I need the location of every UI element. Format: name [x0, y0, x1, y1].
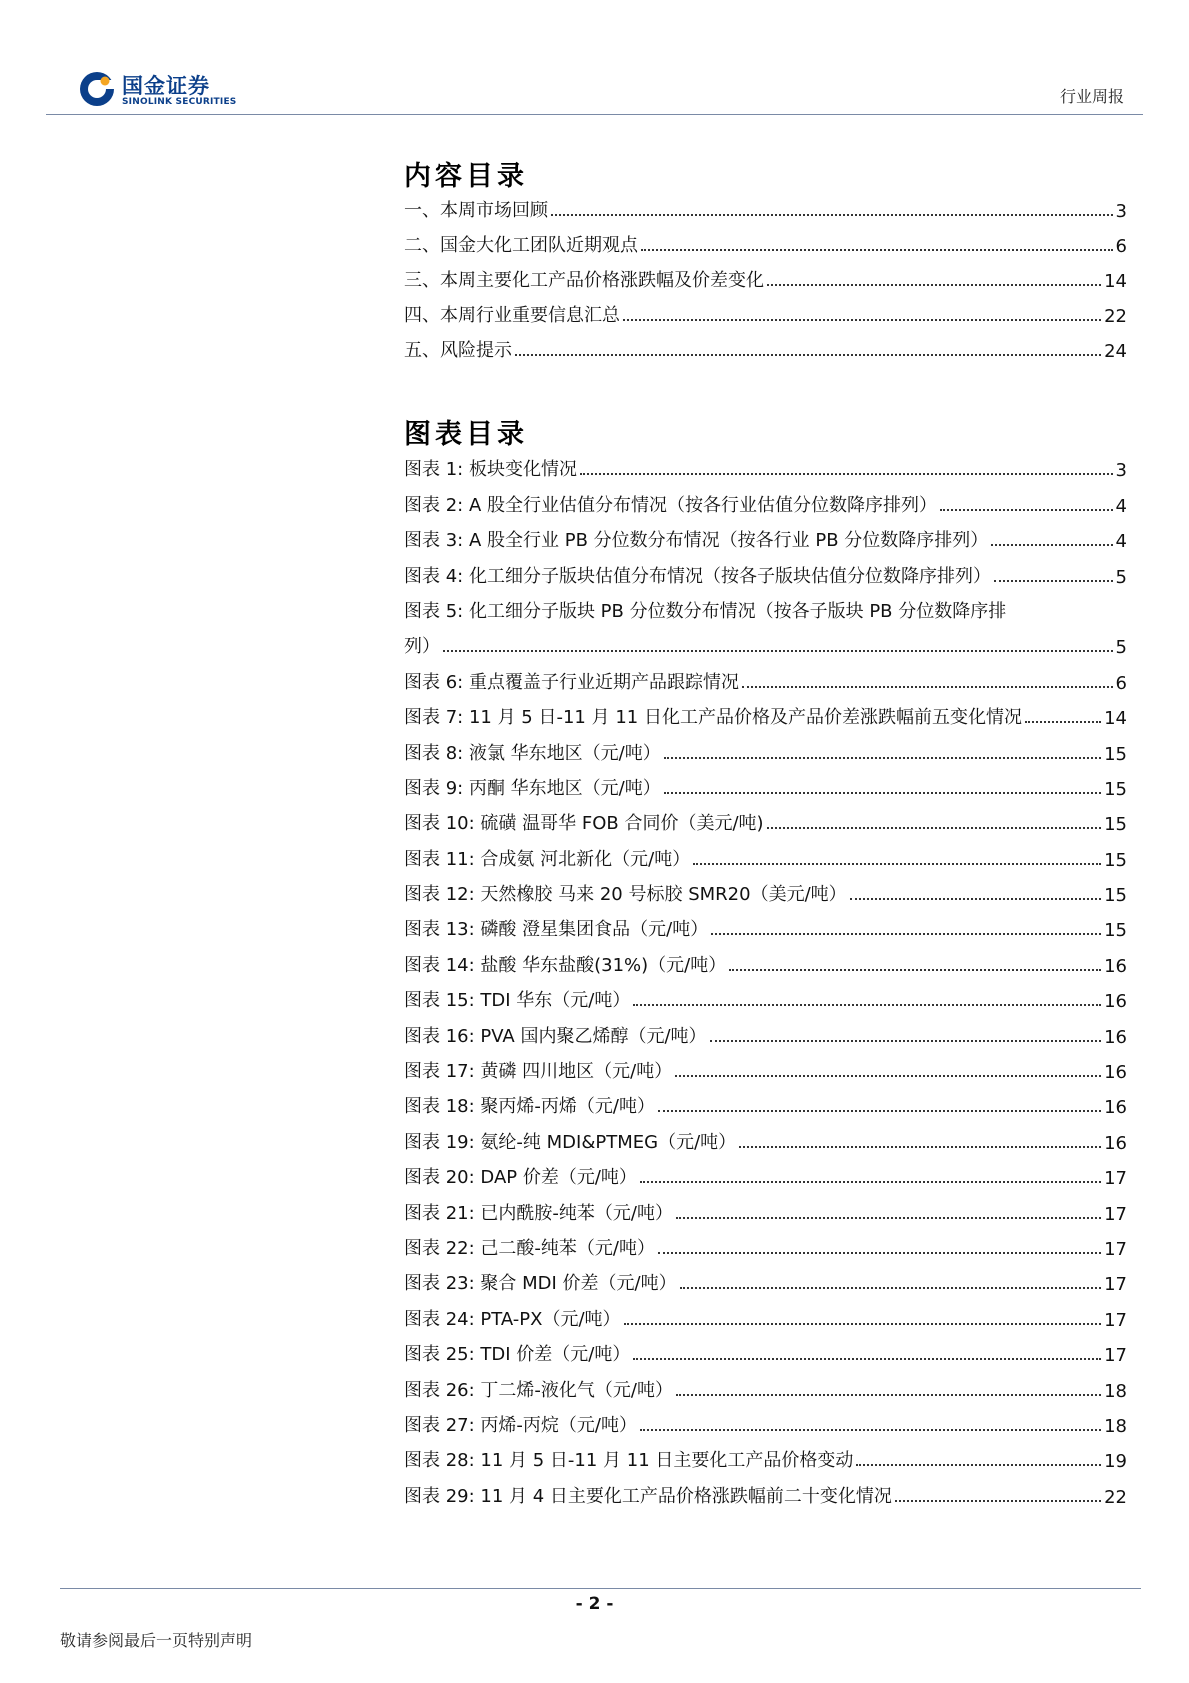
disclaimer-note: 敬请参阅最后一页特别声明	[60, 1631, 253, 1650]
figure-entry-page: 18	[1104, 1415, 1127, 1437]
figure-entry[interactable]	[404, 941, 1127, 976]
figure-entry-label: 图表 26: 丁二烯-液化气（元/吨）	[404, 1379, 673, 1401]
figure-entry-label: 图表 10: 硫磺 温哥华 FOB 合同价（美元/吨)	[404, 813, 764, 835]
leader-dots	[633, 1004, 1101, 1006]
leader-dots	[895, 1500, 1101, 1502]
figure-entry-label: 图表 13: 磷酸 澄星集团食品（元/吨）	[404, 919, 709, 941]
leader-dots	[443, 650, 1113, 652]
figures-title: 图表目录	[404, 419, 528, 450]
header-divider	[46, 114, 1143, 115]
figure-entry-page: 6	[1115, 672, 1127, 694]
figure-entry[interactable]	[404, 658, 1127, 693]
figure-entry-page: 5	[1115, 637, 1127, 659]
figure-entry-page: 5	[1115, 566, 1127, 588]
leader-dots	[767, 827, 1102, 829]
leader-dots	[994, 580, 1113, 582]
sinolink-logo-icon	[78, 70, 116, 108]
leader-dots	[676, 1394, 1101, 1396]
figure-entry[interactable]	[404, 871, 1127, 906]
leader-dots	[680, 1287, 1101, 1289]
toc-entry-page: 22	[1104, 306, 1127, 327]
figure-entry-label: 图表 20: DAP 价差（元/吨）	[404, 1167, 637, 1189]
leader-dots	[640, 1181, 1101, 1183]
figure-entry-page: 15	[1104, 849, 1127, 871]
figure-entry-page: 3	[1115, 460, 1127, 482]
figure-entry-label: 图表 12: 天然橡胶 马来 20 号标胶 SMR20（美元/吨）	[404, 884, 847, 906]
figure-entry-label: 图表 18: 聚丙烯-丙烯（元/吨）	[404, 1096, 655, 1118]
brand-logo	[78, 70, 248, 112]
brand-name-en: SINOLINK SECURITIES	[122, 97, 237, 107]
figure-entry[interactable]	[404, 517, 1127, 552]
leader-dots	[658, 1110, 1101, 1112]
figure-entry[interactable]	[404, 1366, 1127, 1401]
page-header	[0, 0, 1189, 120]
figure-entry-page: 18	[1104, 1380, 1127, 1402]
figure-entry-page: 15	[1104, 885, 1127, 907]
figure-entry-label: 图表 25: TDI 价差（元/吨）	[404, 1344, 631, 1366]
figure-entry-label: 图表 2: A 股全行业估值分布情况（按各行业估值分位数降序排列）	[404, 494, 937, 516]
leader-dots	[641, 249, 1113, 251]
figure-entry-label: 图表 28: 11 月 5 日-11 月 11 日主要化工产品价格变动	[404, 1450, 854, 1472]
figure-entry-label: 图表 9: 丙酮 华东地区（元/吨）	[404, 777, 661, 799]
leader-dots	[676, 1217, 1101, 1219]
contents-title: 内容目录	[404, 161, 528, 192]
figure-entry[interactable]	[404, 1295, 1127, 1330]
toc-entry-label: 三、本周主要化工产品价格涨跌幅及价差变化	[404, 270, 764, 291]
toc-entry-label: 四、本周行业重要信息汇总	[404, 305, 620, 326]
figure-entry[interactable]	[404, 729, 1127, 764]
leader-dots	[710, 1040, 1102, 1042]
figure-entry-page: 15	[1104, 920, 1127, 942]
figure-entry[interactable]	[404, 1331, 1127, 1366]
figure-entry-page: 17	[1104, 1203, 1127, 1225]
figure-entry-page: 22	[1104, 1486, 1127, 1508]
report-type: 行业周报	[1059, 87, 1124, 106]
figure-entry-label: 图表 3: A 股全行业 PB 分位数分布情况（按各行业 PB 分位数降序排列）	[404, 530, 989, 552]
figure-entry-page: 16	[1104, 1097, 1127, 1119]
leader-dots	[711, 933, 1101, 935]
leader-dots	[675, 1075, 1101, 1077]
figure-entry-page: 17	[1104, 1345, 1127, 1367]
figure-entry-page: 16	[1104, 1026, 1127, 1048]
figure-entry-label: 图表 14: 盐酸 华东盐酸(31%)（元/吨）	[404, 954, 727, 976]
figure-entry-label: 图表 16: PVA 国内聚乙烯醇（元/吨）	[404, 1025, 707, 1047]
figure-entry-line1[interactable]	[404, 588, 1127, 623]
leader-dots	[640, 1429, 1101, 1431]
brand-name-cn: 国金证券	[122, 74, 210, 98]
figure-entry[interactable]	[404, 446, 1127, 481]
figure-entry-page: 17	[1104, 1274, 1127, 1296]
figure-entry[interactable]	[404, 906, 1127, 941]
figure-entry-label: 图表 6: 重点覆盖子行业近期产品跟踪情况	[404, 671, 739, 693]
figure-entry-page: 17	[1104, 1238, 1127, 1260]
leader-dots	[1025, 721, 1101, 723]
figure-entry-page: 16	[1104, 991, 1127, 1013]
leader-dots	[856, 1464, 1101, 1466]
figure-entry[interactable]	[404, 1402, 1127, 1437]
figure-entry-page: 19	[1104, 1451, 1127, 1473]
figure-entry-page: 15	[1104, 814, 1127, 836]
figure-entry[interactable]	[404, 977, 1127, 1012]
leader-dots	[658, 1252, 1101, 1254]
figure-entry[interactable]	[404, 800, 1127, 835]
toc-entry-label: 一、本周市场回顾	[404, 200, 548, 221]
figure-entry-page: 16	[1104, 955, 1127, 977]
figure-entry-label: 图表 21: 已内酰胺-纯苯（元/吨）	[404, 1202, 673, 1224]
page-number: - 2 -	[575, 1594, 614, 1614]
figure-entry-label: 图表 11: 合成氨 河北新化（元/吨）	[404, 848, 691, 870]
figure-entry-label: 图表 23: 聚合 MDI 价差（元/吨）	[404, 1273, 677, 1295]
figure-entry-page: 16	[1104, 1062, 1127, 1084]
toc-entry[interactable]	[404, 222, 1127, 257]
figure-entry[interactable]	[404, 1012, 1127, 1047]
toc-entry-page: 14	[1104, 271, 1127, 292]
toc-entry[interactable]	[404, 327, 1127, 362]
leader-dots	[693, 863, 1101, 865]
figure-entry-label: 图表 15: TDI 华东（元/吨）	[404, 990, 631, 1012]
figure-entry-page: 4	[1115, 495, 1127, 517]
figures-list	[404, 446, 1127, 1508]
figure-entry[interactable]	[404, 481, 1127, 516]
figure-entry[interactable]	[404, 623, 1127, 658]
figure-entry-label: 图表 24: PTA-PX（元/吨）	[404, 1308, 621, 1330]
figure-entry-label: 图表 19: 氨纶-纯 MDI&PTMEG（元/吨）	[404, 1131, 737, 1153]
toc-entry-page: 6	[1115, 236, 1127, 257]
figure-entry[interactable]	[404, 1118, 1127, 1153]
leader-dots	[739, 1146, 1101, 1148]
figure-entry-label: 图表 4: 化工细分子版块估值分布情况（按各子版块估值分位数降序排列）	[404, 565, 991, 587]
leader-dots	[624, 1323, 1102, 1325]
figure-entry-page: 4	[1115, 531, 1127, 553]
figure-entry[interactable]	[404, 765, 1127, 800]
figure-entry[interactable]	[404, 1083, 1127, 1118]
figure-entry-page: 17	[1104, 1309, 1127, 1331]
figure-entry-page: 15	[1104, 778, 1127, 800]
leader-dots	[940, 509, 1113, 511]
figure-entry[interactable]	[404, 1154, 1127, 1189]
figure-entry-label: 图表 29: 11 月 4 日主要化工产品价格涨跌幅前二十变化情况	[404, 1485, 892, 1507]
toc-entry[interactable]	[404, 292, 1127, 327]
figure-entry[interactable]	[404, 1048, 1127, 1083]
leader-dots	[991, 544, 1112, 546]
figure-entry[interactable]	[404, 1472, 1127, 1507]
footer-divider	[60, 1588, 1141, 1589]
leader-dots	[664, 757, 1101, 759]
toc-entry-page: 24	[1104, 341, 1127, 362]
figure-entry[interactable]	[404, 835, 1127, 870]
figure-entry-page: 17	[1104, 1168, 1127, 1190]
toc-entry-page: 3	[1115, 201, 1127, 222]
contents-list	[404, 187, 1127, 362]
figure-entry-label: 图表 8: 液氯 华东地区（元/吨）	[404, 742, 661, 764]
figure-entry-label: 图表 17: 黄磷 四川地区（元/吨）	[404, 1061, 673, 1083]
figure-entry[interactable]	[404, 1189, 1127, 1224]
leader-dots	[633, 1358, 1101, 1360]
leader-dots	[623, 319, 1101, 321]
leader-dots	[767, 284, 1101, 286]
leader-dots	[742, 686, 1113, 688]
toc-entry[interactable]	[404, 257, 1127, 292]
toc-entry[interactable]	[404, 187, 1127, 222]
leader-dots	[664, 792, 1101, 794]
leader-dots	[850, 898, 1101, 900]
figure-entry[interactable]	[404, 1437, 1127, 1472]
figure-entry-page: 15	[1104, 743, 1127, 765]
toc-entry-label: 二、国金大化工团队近期观点	[404, 235, 638, 256]
figure-entry-label: 图表 5: 化工细分子版块 PB 分位数分布情况（按各子版块 PB 分位数降序排	[404, 600, 1007, 622]
leader-dots	[580, 473, 1113, 475]
figure-entry[interactable]	[404, 552, 1127, 587]
figure-entry-page: 14	[1104, 708, 1127, 730]
figure-entry-page: 16	[1104, 1132, 1127, 1154]
figure-entry-label: 图表 22: 己二酸-纯苯（元/吨）	[404, 1237, 655, 1259]
leader-dots	[729, 969, 1101, 971]
figure-entry[interactable]	[404, 1260, 1127, 1295]
figure-entry[interactable]	[404, 1225, 1127, 1260]
figure-entry[interactable]	[404, 694, 1127, 729]
figure-entry-label: 图表 1: 板块变化情况	[404, 459, 577, 481]
figure-entry-label: 列）	[404, 636, 440, 658]
leader-dots	[515, 354, 1101, 356]
toc-entry-label: 五、风险提示	[404, 340, 512, 361]
leader-dots	[551, 214, 1113, 216]
figure-entry-label: 图表 27: 丙烯-丙烷（元/吨）	[404, 1414, 637, 1436]
figure-entry-label: 图表 7: 11 月 5 日-11 月 11 日化工产品价格及产品价差涨跌幅前五变化情况	[404, 707, 1022, 729]
